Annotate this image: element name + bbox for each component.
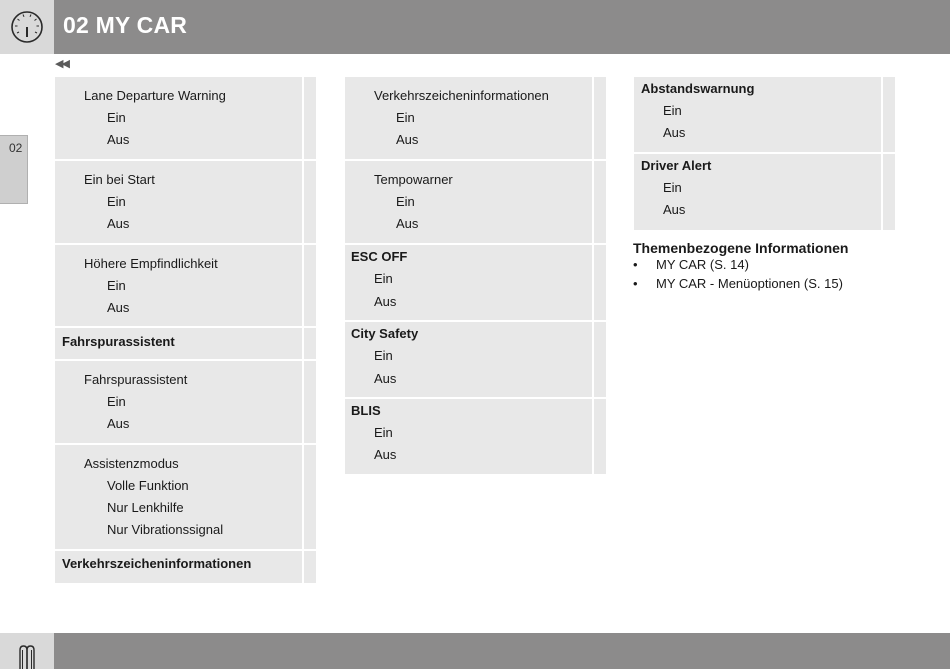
menu-option: Nur Lenkhilfe [107,500,184,515]
menu-option: Aus [107,300,130,315]
menu-item: Assistenzmodus [84,456,179,471]
chapter-tab[interactable] [0,135,28,204]
menu-column-1 [55,77,316,583]
menu-option: Aus [374,294,397,309]
menu-item: Verkehrszeicheninformationen [374,88,549,103]
menu-item: Höhere Empfindlichkeit [84,256,218,271]
bullet: • [633,257,638,272]
cell-edge [302,245,316,326]
cell-edge [302,445,316,549]
speedometer-icon [0,0,54,54]
menu-option: Aus [396,132,419,147]
menu-option: Aus [396,216,419,231]
menu-section-row [55,328,316,361]
header-bar [54,0,950,54]
menu-option: Aus [107,216,130,231]
menu-row [55,245,316,328]
menu-row [634,154,895,230]
cell-edge [302,361,316,443]
related-link-text[interactable]: MY CAR - Menüoptionen (S. 15) [656,276,843,291]
menu-section-row [55,551,316,583]
related-link-text[interactable]: MY CAR (S. 14) [656,257,749,272]
menu-row [345,322,606,399]
menu-section-heading: Abstandswarnung [641,81,755,96]
menu-row [345,77,606,161]
header-icon-box [0,0,54,54]
menu-option: Volle Funktion [107,478,189,493]
cell-edge [302,77,316,159]
menu-item: Fahrspurassistent [84,372,188,387]
menu-option: Ein [663,103,682,118]
page-title: 02 MY CAR [63,12,188,38]
menu-option: Ein [374,425,393,440]
cell-edge [881,154,895,230]
menu-section-heading: Verkehrszeicheninformationen [62,556,252,571]
menu-row [55,445,316,551]
menu-option: Ein [396,194,415,209]
footer-bar [54,633,950,669]
menu-option: Aus [107,132,130,147]
menu-row [634,77,895,154]
menu-option: Ein [374,348,393,363]
menu-option: Ein [374,271,393,286]
menu-row [345,245,606,322]
menu-option: Ein [107,194,126,209]
menu-option: Aus [663,125,686,140]
menu-option: Ein [396,110,415,125]
cell-edge [592,161,606,243]
bullet: • [633,276,638,291]
menu-section-heading: City Safety [351,326,419,341]
cell-edge [302,551,316,583]
related-info-heading: Themenbezogene Informationen [633,240,849,256]
book-icon [0,633,54,669]
menu-option: Ein [663,180,682,195]
menu-option: Nur Vibrationssignal [107,522,224,537]
menu-section-heading: ESC OFF [351,249,408,264]
menu-section-heading: Driver Alert [641,158,712,173]
cell-edge [592,245,606,320]
footer-icon-box [0,633,54,669]
double-chevron-left-icon[interactable]: ◀◀ [55,58,68,70]
chapter-tab-label: 02 [9,141,23,155]
cell-edge [881,77,895,152]
menu-option: Ein [107,278,126,293]
cell-edge [592,77,606,159]
menu-option: Aus [374,371,397,386]
menu-row [345,399,606,474]
cell-edge [302,328,316,359]
menu-row [345,161,606,245]
menu-item: Tempowarner [374,172,453,187]
menu-row [55,77,316,161]
cell-edge [592,399,606,474]
menu-option: Aus [107,416,130,431]
menu-row [55,161,316,245]
menu-column-3 [634,77,895,230]
menu-row [55,361,316,445]
menu-column-2 [345,77,606,474]
menu-item: Lane Departure Warning [84,88,226,103]
menu-option: Aus [663,202,686,217]
menu-option: Aus [374,447,397,462]
menu-option: Ein [107,110,126,125]
cell-edge [302,161,316,243]
menu-option: Ein [107,394,126,409]
cell-edge [592,322,606,397]
menu-section-heading: Fahrspurassistent [62,334,175,349]
menu-section-heading: BLIS [351,403,381,418]
menu-item: Ein bei Start [84,172,155,187]
